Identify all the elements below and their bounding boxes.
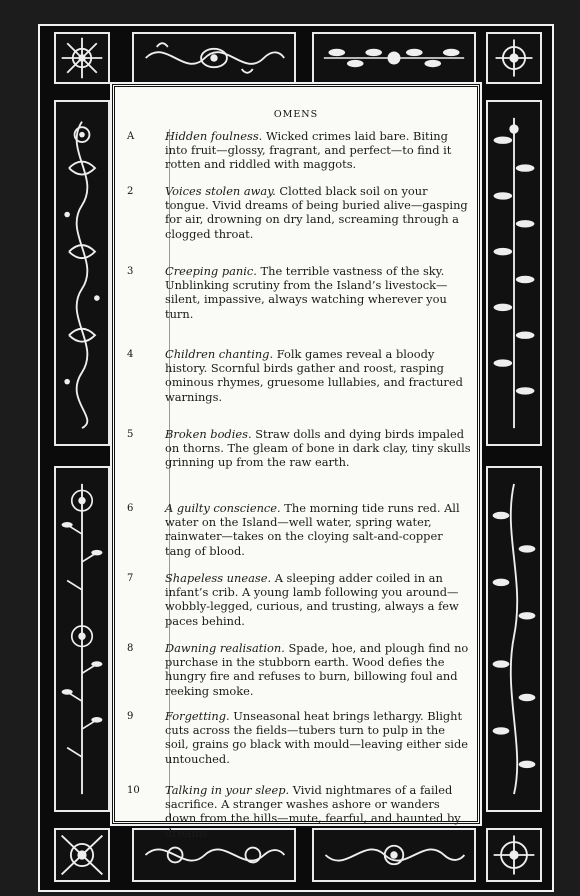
omen-keyword: Voices stolen away. xyxy=(165,184,276,198)
omen-number: 4 xyxy=(127,349,134,360)
omen-number: 8 xyxy=(127,643,134,654)
omen-number: 9 xyxy=(127,711,134,722)
omen-entry xyxy=(127,264,471,321)
omen-keyword: Children chanting. xyxy=(165,347,274,361)
right-vine-ornament-upper xyxy=(486,100,542,446)
omen-description: Wicked crimes laid bare. Biting into fruit—glossy, fragrant, and perfect—to find it rotten and riddled with maggots. xyxy=(165,129,452,172)
left-scroll-ornament-upper xyxy=(54,100,110,446)
omen-text xyxy=(157,501,471,558)
corner-ornament-top-right xyxy=(486,32,542,84)
omens-page xyxy=(112,84,480,840)
omen-description: Spade, hoe, and plough find no purchase in the stubborn earth. Wood defies the hungry fire and refuses to burn, billowing foul and reeking smoke. xyxy=(165,641,469,698)
corner-ornament-bottom-left xyxy=(54,828,110,882)
corner-ornament-top-left xyxy=(54,32,110,84)
omen-keyword: Talking in your sleep. xyxy=(165,783,290,797)
omen-text xyxy=(157,264,471,321)
left-floral-ornament-lower xyxy=(54,466,110,812)
right-vine-ornament-lower xyxy=(486,466,542,812)
omen-entry xyxy=(127,641,471,698)
omen-text xyxy=(157,783,471,840)
omen-keyword: Creeping panic. xyxy=(165,264,257,278)
omen-keyword: Broken bodies. xyxy=(165,427,252,441)
omen-description: Straw dolls and dying birds impaled on thorns. The gleam of bone in dark clay, tiny skulls grinning up from the raw earth. xyxy=(165,427,471,470)
omen-number: 10 xyxy=(127,785,140,796)
top-frieze-left xyxy=(132,32,296,84)
omen-keyword: Dawning realisation. xyxy=(165,641,285,655)
omen-number: A xyxy=(127,131,135,142)
omen-text xyxy=(157,641,471,698)
omen-number: 6 xyxy=(127,503,134,514)
omen-entry xyxy=(127,347,471,404)
omen-text xyxy=(157,427,471,470)
omen-keyword: Shapeless unease. xyxy=(165,571,272,585)
omen-entry xyxy=(127,783,471,840)
omen-description: The terrible vastness of the sky. Unblinking scrutiny from the Island’s livestock—silent, impassive, always watching wherever you turn. xyxy=(165,264,448,321)
omen-number: 3 xyxy=(127,266,134,277)
omen-description: Unseasonal heat brings lethargy. Blight cuts across the fields—tubers turn to pulp in the soil, grains go black with mould—leaving either side untouched. xyxy=(165,709,468,766)
omen-text xyxy=(157,709,471,766)
omen-description: A sleeping adder coiled in an infant’s crib. A young lamb following you around—wobbly-legged, curious, and trusting, always a few paces behind. xyxy=(165,571,459,628)
omen-entry xyxy=(127,571,471,628)
omen-text xyxy=(157,571,471,628)
omen-description: Vivid nightmares of a failed sacrifice. A stranger washes ashore or wanders down from the hills—mute, fearful, and haunted by dreams. xyxy=(165,783,461,840)
omen-number: 5 xyxy=(127,429,134,440)
omen-keyword: Hidden foulness. xyxy=(165,129,263,143)
corner-ornament-bottom-right xyxy=(486,828,542,882)
omen-description: The morning tide runs red. All water on the Island—well water, spring water, rainwater—takes on the cloying salt-and-copper tang of blood. xyxy=(165,501,460,558)
omens-list xyxy=(127,129,471,845)
page-title: OMENS xyxy=(273,109,319,120)
omen-text xyxy=(157,347,471,404)
top-frieze-right xyxy=(312,32,476,84)
omen-text xyxy=(157,129,471,172)
omen-keyword: Forgetting. xyxy=(165,709,230,723)
omen-entry xyxy=(127,427,471,470)
omen-description: Folk games reveal a bloody history. Scornful birds gather and roost, rasping ominous rhymes, gruesome lullabies, and fractured warnings. xyxy=(165,347,463,404)
omen-entry xyxy=(127,184,471,241)
omen-entry xyxy=(127,501,471,558)
omen-entry xyxy=(127,709,471,766)
omen-number: 2 xyxy=(127,186,134,197)
omen-entry xyxy=(127,129,471,172)
omen-description: Clotted black soil on your tongue. Vivid dreams of being buried alive—gasping for air, drowning on dry land, screaming through a clogged throat. xyxy=(165,184,468,241)
omen-text xyxy=(157,184,471,241)
omen-keyword: A guilty conscience. xyxy=(165,501,281,515)
omen-number: 7 xyxy=(127,573,134,584)
